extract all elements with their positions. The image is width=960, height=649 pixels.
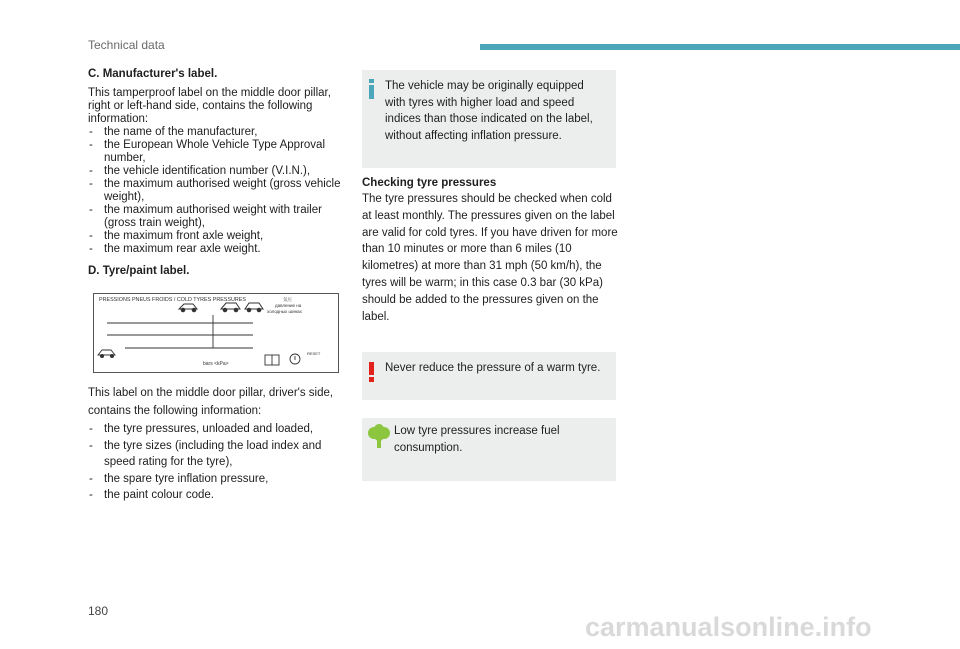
warning-note-box [362,352,616,400]
tyre-paint-label-heading: D. Tyre/paint label. [88,265,190,277]
manufacturer-label-list [88,126,342,256]
warning-note-text: Never reduce the pressure of a warm tyre. [385,362,601,374]
info-icon [367,79,377,99]
section-title: Technical data [88,38,165,52]
header-accent-bar [480,44,960,50]
info-note-box [362,70,616,168]
eco-note-text: Low tyre pressures increase fuel consumption. [394,425,560,454]
list-item: - the name of the manufacturer, [88,126,342,139]
manufacturer-label-intro: This tamperproof label on the middle door pillar, right or left-hand side, contains the following information: [88,87,331,125]
tyre-pressure-label-image [93,293,339,373]
label-russian-2: холодных шинах [267,309,302,314]
list-item: - the maximum front axle weight, [88,230,342,243]
warning-icon [367,362,377,382]
watermark: carmanualsonline.info [585,612,872,642]
list-item: - the spare tyre inflation pressure, [88,471,342,488]
manufacturer-label-heading: C. Manufacturer's label. [88,68,218,80]
label-cjk-text: 気圧 [283,297,292,302]
checking-tyre-pressures-text: The tyre pressures should be checked when cold at least monthly. The pressures given on the label are valid for cold tyres. If you have driven for more than 10 minutes or more than 6 miles (10 kilometres) at more than 31 mph (50 km/h), the tyres will be warm; in this case 0.3 bar (30 kPa) should be added to the pressures given on the label. [362,193,618,323]
label-title: PRESSIONS PNEUS FROIDS / COLD TYRES PRESSURES [99,297,246,303]
page-number: 180 [88,604,109,618]
list-item: - the vehicle identification number (V.I.N.), [88,165,342,178]
label-reset: RESET [307,351,321,356]
list-item: - the European Whole Vehicle Type Approval number, [88,139,342,165]
eco-tree-icon [368,424,390,448]
info-note-text: The vehicle may be originally equipped with tyres with higher load and speed indices than those indicated on the label, without affecting inflation pressure. [385,80,593,142]
label-russian-1: давление на [275,303,302,308]
list-item: - the maximum authorised weight (gross vehicle weight), [88,178,342,204]
tyre-label-list [88,421,342,504]
list-item: - the maximum rear axle weight. [88,243,342,256]
label-units: bars <kPa> [203,361,229,367]
eco-note-box [362,418,616,481]
list-item: - the paint colour code. [88,487,342,504]
list-item: - the maximum authorised weight with trailer (gross train weight), [88,204,342,230]
list-item: - the tyre pressures, unloaded and loaded, [88,421,342,438]
left-column [88,68,342,501]
checking-tyre-pressures-heading: Checking tyre pressures [362,177,497,189]
list-item: - the tyre sizes (including the load index and speed rating for the tyre), [88,438,342,471]
tyre-label-intro: This label on the middle door pillar, driver's side, contains the following information: [88,387,334,417]
